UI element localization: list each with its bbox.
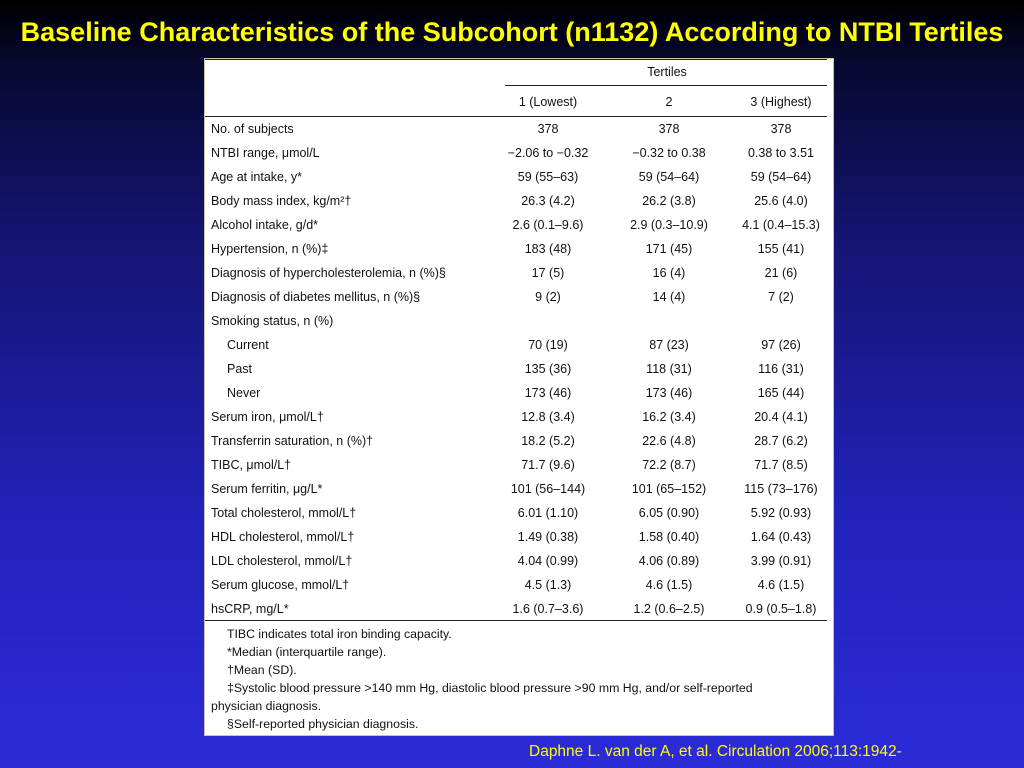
cell-tertile-1: 71.7 (9.6) xyxy=(521,458,575,472)
cell-tertile-1: 378 xyxy=(537,122,559,136)
cell-tertile-2: 2.9 (0.3–10.9) xyxy=(630,218,708,232)
row-label: NTBI range, μmol/L xyxy=(211,146,320,160)
cell-tertile-1: 59 (55–63) xyxy=(517,170,579,184)
cell-tertile-3: 4.1 (0.4–15.3) xyxy=(742,218,820,232)
cell-tertile-3: 155 (41) xyxy=(757,242,805,256)
cell-tertile-3: 0.38 to 3.51 xyxy=(747,146,815,160)
footnote-mean: †Mean (SD). xyxy=(227,663,297,677)
cell-tertile-3: 71.7 (8.5) xyxy=(754,458,808,472)
table-bottom-rule xyxy=(205,620,827,621)
footnote-blood-pressure: ‡Systolic blood pressure >140 mm Hg, diastolic blood pressure >90 mm Hg, and/or self-reported xyxy=(227,681,753,695)
row-label: hsCRP, mg/L* xyxy=(211,602,289,616)
cell-tertile-3: 7 (2) xyxy=(768,290,794,304)
footnote-tibc: TIBC indicates total iron binding capacity. xyxy=(227,627,452,641)
cell-tertile-1: 135 (36) xyxy=(524,362,572,376)
table-row xyxy=(205,213,835,237)
table-row xyxy=(205,549,835,573)
table-row xyxy=(205,333,835,357)
cell-tertile-1: 70 (19) xyxy=(528,338,568,352)
table-row xyxy=(205,261,835,285)
cell-tertile-2: 16.2 (3.4) xyxy=(642,410,696,424)
cell-tertile-2: 16 (4) xyxy=(652,266,686,280)
cell-tertile-2: 173 (46) xyxy=(645,386,693,400)
row-label: Smoking status, n (%) xyxy=(211,314,334,328)
table-row xyxy=(205,477,835,501)
cell-tertile-2: 1.58 (0.40) xyxy=(638,530,700,544)
cell-tertile-3: 1.64 (0.43) xyxy=(750,530,812,544)
table-row xyxy=(205,309,835,333)
cell-tertile-3: 378 xyxy=(770,122,792,136)
cell-tertile-1: 26.3 (4.2) xyxy=(521,194,575,208)
cell-tertile-1: 4.5 (1.3) xyxy=(524,578,572,592)
row-label: Serum iron, μmol/L† xyxy=(211,410,324,424)
table-row xyxy=(205,429,835,453)
table-row xyxy=(205,285,835,309)
cell-tertile-3: 20.4 (4.1) xyxy=(754,410,808,424)
table-row xyxy=(205,381,835,405)
cell-tertile-1: 2.6 (0.1–9.6) xyxy=(512,218,584,232)
table-row xyxy=(205,525,835,549)
cell-tertile-3: 3.99 (0.91) xyxy=(750,554,812,568)
footnote-median: *Median (interquartile range). xyxy=(227,645,387,659)
cell-tertile-2: 22.6 (4.8) xyxy=(642,434,696,448)
cell-tertile-1: 9 (2) xyxy=(535,290,561,304)
cell-tertile-3: 165 (44) xyxy=(757,386,805,400)
slide-title: Baseline Characteristics of the Subcohort (n1132) According to NTBI Tertiles xyxy=(20,17,1004,47)
row-label: Diagnosis of diabetes mellitus, n (%)§ xyxy=(211,290,421,304)
row-label: Alcohol intake, g/d* xyxy=(211,218,319,232)
cell-tertile-1: 183 (48) xyxy=(524,242,572,256)
footnotes xyxy=(211,625,829,733)
cell-tertile-2: 4.06 (0.89) xyxy=(638,554,700,568)
row-label: Hypertension, n (%)‡ xyxy=(211,242,329,256)
row-label: Never xyxy=(227,386,261,400)
table-row xyxy=(205,117,835,141)
cell-tertile-3: 59 (54–64) xyxy=(750,170,812,184)
column-header-tertile-3: 3 (Highest) xyxy=(750,95,812,109)
table-row xyxy=(205,405,835,429)
row-label: Serum glucose, mmol/L† xyxy=(211,578,350,592)
cell-tertile-2: 378 xyxy=(658,122,680,136)
cell-tertile-2: 1.2 (0.6–2.5) xyxy=(633,602,705,616)
cell-tertile-3: 5.92 (0.93) xyxy=(750,506,812,520)
row-label: Current xyxy=(227,338,269,352)
cell-tertile-2: 4.6 (1.5) xyxy=(645,578,693,592)
row-label: Serum ferritin, μg/L* xyxy=(211,482,323,496)
table-row xyxy=(205,453,835,477)
cell-tertile-2: 59 (54–64) xyxy=(638,170,700,184)
cell-tertile-1: 18.2 (5.2) xyxy=(521,434,575,448)
table-row xyxy=(205,165,835,189)
table-row xyxy=(205,501,835,525)
table-top-rule xyxy=(205,59,827,60)
cell-tertile-2: 171 (45) xyxy=(645,242,693,256)
row-label: LDL cholesterol, mmol/L† xyxy=(211,554,353,568)
cell-tertile-2: 6.05 (0.90) xyxy=(638,506,700,520)
cell-tertile-3: 0.9 (0.5–1.8) xyxy=(745,602,817,616)
cell-tertile-1: 6.01 (1.10) xyxy=(517,506,579,520)
cell-tertile-1: 101 (56–144) xyxy=(510,482,586,496)
table-row xyxy=(205,189,835,213)
table-row xyxy=(205,141,835,165)
cell-tertile-1: 12.8 (3.4) xyxy=(521,410,575,424)
table-row xyxy=(205,237,835,261)
cell-tertile-2: 72.2 (8.7) xyxy=(642,458,696,472)
row-label: Body mass index, kg/m²† xyxy=(211,194,352,208)
row-label: TIBC, μmol/L† xyxy=(211,458,292,472)
cell-tertile-1: 17 (5) xyxy=(531,266,565,280)
cell-tertile-1: −2.06 to −0.32 xyxy=(507,146,589,160)
row-label: No. of subjects xyxy=(211,122,294,136)
footnote-self-reported: §Self-reported physician diagnosis. xyxy=(227,717,419,731)
cell-tertile-1: 173 (46) xyxy=(524,386,572,400)
cell-tertile-2: 26.2 (3.8) xyxy=(642,194,696,208)
cell-tertile-3: 115 (73–176) xyxy=(744,482,818,496)
cell-tertile-2: −0.32 to 0.38 xyxy=(632,146,706,160)
cell-tertile-2: 87 (23) xyxy=(649,338,689,352)
column-header-tertile-2: 2 xyxy=(665,95,673,109)
table-row xyxy=(205,597,835,621)
cell-tertile-1: 1.49 (0.38) xyxy=(517,530,579,544)
row-label: HDL cholesterol, mmol/L† xyxy=(211,530,355,544)
cell-tertile-1: 4.04 (0.99) xyxy=(517,554,579,568)
row-label: Age at intake, y* xyxy=(211,170,303,184)
citation: Daphne L. van der A, et al. Circulation 2006;113:1942- xyxy=(529,743,902,760)
cell-tertile-3: 21 (6) xyxy=(764,266,798,280)
column-header-tertile-1: 1 (Lowest) xyxy=(518,95,578,109)
table-row xyxy=(205,357,835,381)
cell-tertile-3: 4.6 (1.5) xyxy=(757,578,805,592)
group-header-rule xyxy=(505,85,827,86)
row-label: Transferrin saturation, n (%)† xyxy=(211,434,374,448)
cell-tertile-1: 1.6 (0.7–3.6) xyxy=(512,602,584,616)
tertiles-group-header: Tertiles xyxy=(647,65,687,79)
characteristics-table xyxy=(204,58,834,736)
cell-tertile-2: 14 (4) xyxy=(652,290,686,304)
cell-tertile-3: 116 (31) xyxy=(758,362,804,376)
row-label: Past xyxy=(227,362,253,376)
cell-tertile-3: 28.7 (6.2) xyxy=(754,434,808,448)
row-label: Total cholesterol, mmol/L† xyxy=(211,506,357,520)
footnote-blood-pressure-continued: physician diagnosis. xyxy=(211,699,322,713)
cell-tertile-2: 101 (65–152) xyxy=(631,482,707,496)
cell-tertile-2: 118 (31) xyxy=(646,362,692,376)
row-label: Diagnosis of hypercholesterolemia, n (%)§ xyxy=(211,266,446,280)
table-row xyxy=(205,573,835,597)
cell-tertile-3: 97 (26) xyxy=(761,338,801,352)
cell-tertile-3: 25.6 (4.0) xyxy=(754,194,808,208)
